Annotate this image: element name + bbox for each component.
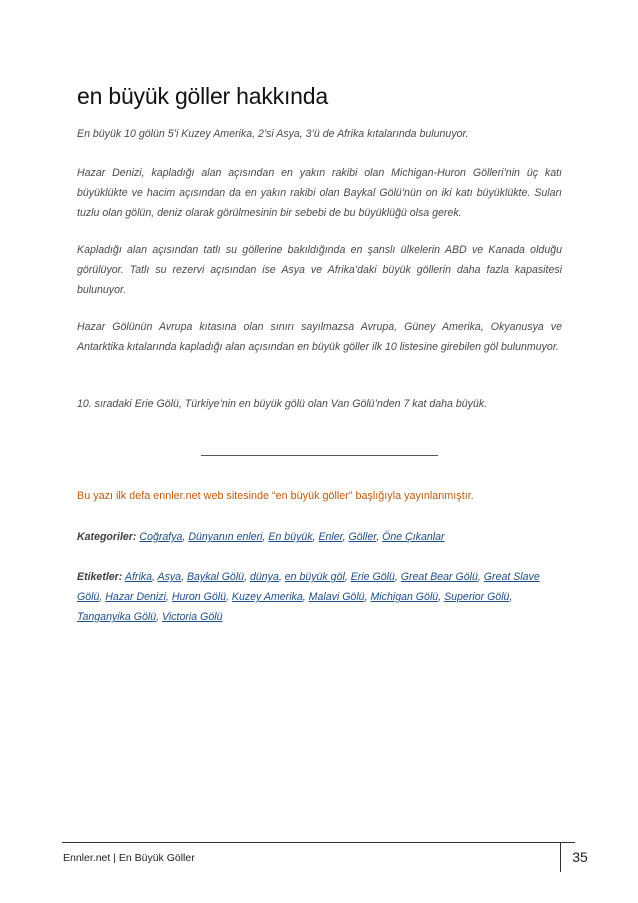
categories-line: Kategoriler: Coğrafya, Dünyanın enleri, En büyük, Enler, Göller, Öne Çıkanlar <box>77 531 445 543</box>
footer-rule <box>62 842 575 843</box>
tags-line: Etiketler: Afrika, Asya, Baykal Gölü, dünya, en büyük göl, Erie Gölü, Great Bear Gölü, Great Slave Gölü, Hazar Denizi, Huron Gölü, Kuzey Amerika, Malavi Gölü, Michigan Gölü, Superior Gölü, Tanganyika Gölü, Victoria Gölü <box>77 571 540 623</box>
footer-text: Ennler.net | En Büyük Göller <box>63 852 195 864</box>
tag-link[interactable]: dünya <box>249 571 279 583</box>
tags-label: Etiketler: <box>77 571 123 583</box>
tag-link[interactable]: Hazar Denizi <box>105 591 166 603</box>
paragraph-1: En büyük 10 gölün 5’i Kuzey Amerika, 2’si Asya, 3’ü de Afrika kıtalarında bulunuyor. <box>77 128 469 140</box>
section-divider <box>201 455 438 456</box>
category-link[interactable]: Coğrafya <box>139 531 183 543</box>
tag-link[interactable]: Victoria Gölü <box>162 611 223 623</box>
tag-link[interactable]: Huron Gölü <box>171 591 226 603</box>
paragraph-2: Hazar Denizi, kapladığı alan açısından en yakın rakibi olan Michigan-Huron Gölleri’nin üç katı büyüklükte ve hacim açısından da en yakın rakibi olan Baykal Gölü’nün on iki katı büyüklükte. Suları tuzlu olan gölün, deniz olarak görülmesinin bir sebebi de bu büyüklüğü olsa gerek. <box>77 167 562 219</box>
category-link[interactable]: Öne Çıkanlar <box>382 531 445 543</box>
tag-link[interactable]: Afrika <box>124 571 152 583</box>
tag-link[interactable]: Kuzey Amerika <box>231 591 303 603</box>
tag-link[interactable]: Great Bear Gölü <box>400 571 478 583</box>
source-attribution: Bu yazı ilk defa ennler.net web sitesinde “en büyük göller” başlığıyla yayınlanmıştır. <box>77 490 474 502</box>
tag-link[interactable]: Tanganyika Gölü <box>77 611 157 623</box>
paragraph-3: Kapladığı alan açısından tatlı su göllerine bakıldığında en şanslı ülkelerin ABD ve Kanada olduğu görülüyor. Tatlı su rezervi açısından ise Asya ve Afrika’daki büyük göllerin daha fazla kapasitesi bulunuyor. <box>77 244 562 296</box>
tag-link[interactable]: Erie Gölü <box>350 571 395 583</box>
tag-link[interactable]: en büyük göl <box>284 571 345 583</box>
categories-label: Kategoriler: <box>77 531 137 543</box>
page-number: 35 <box>560 842 599 872</box>
tag-link[interactable]: Malavi Gölü <box>308 591 365 603</box>
category-link[interactable]: Göller <box>348 531 377 543</box>
tag-link[interactable]: Michigan Gölü <box>370 591 439 603</box>
tag-link[interactable]: Asya <box>157 571 182 583</box>
paragraph-5: 10. sıradaki Erie Gölü, Türkiye’nin en büyük gölü olan Van Gölü’nden 7 kat daha büyük. <box>77 398 488 410</box>
category-link[interactable]: En büyük <box>268 531 313 543</box>
tag-link[interactable]: Superior Gölü <box>444 591 510 603</box>
tag-link[interactable]: Baykal Gölü <box>186 571 245 583</box>
category-link[interactable]: Dünyanın enleri <box>188 531 263 543</box>
paragraph-4: Hazar Gölünün Avrupa kıtasına olan sınırı sayılmazsa Avrupa, Güney Amerika, Okyanusya ve Antarktika kıtalarında kapladığı alan açısından en büyük göller ilk 10 listesine girebilen göl bulunmuyor. <box>77 321 562 353</box>
category-link[interactable]: Enler <box>318 531 343 543</box>
page-title: en büyük göller hakkında <box>77 83 328 109</box>
tag-link[interactable]: Great Slave Gölü <box>77 571 540 603</box>
